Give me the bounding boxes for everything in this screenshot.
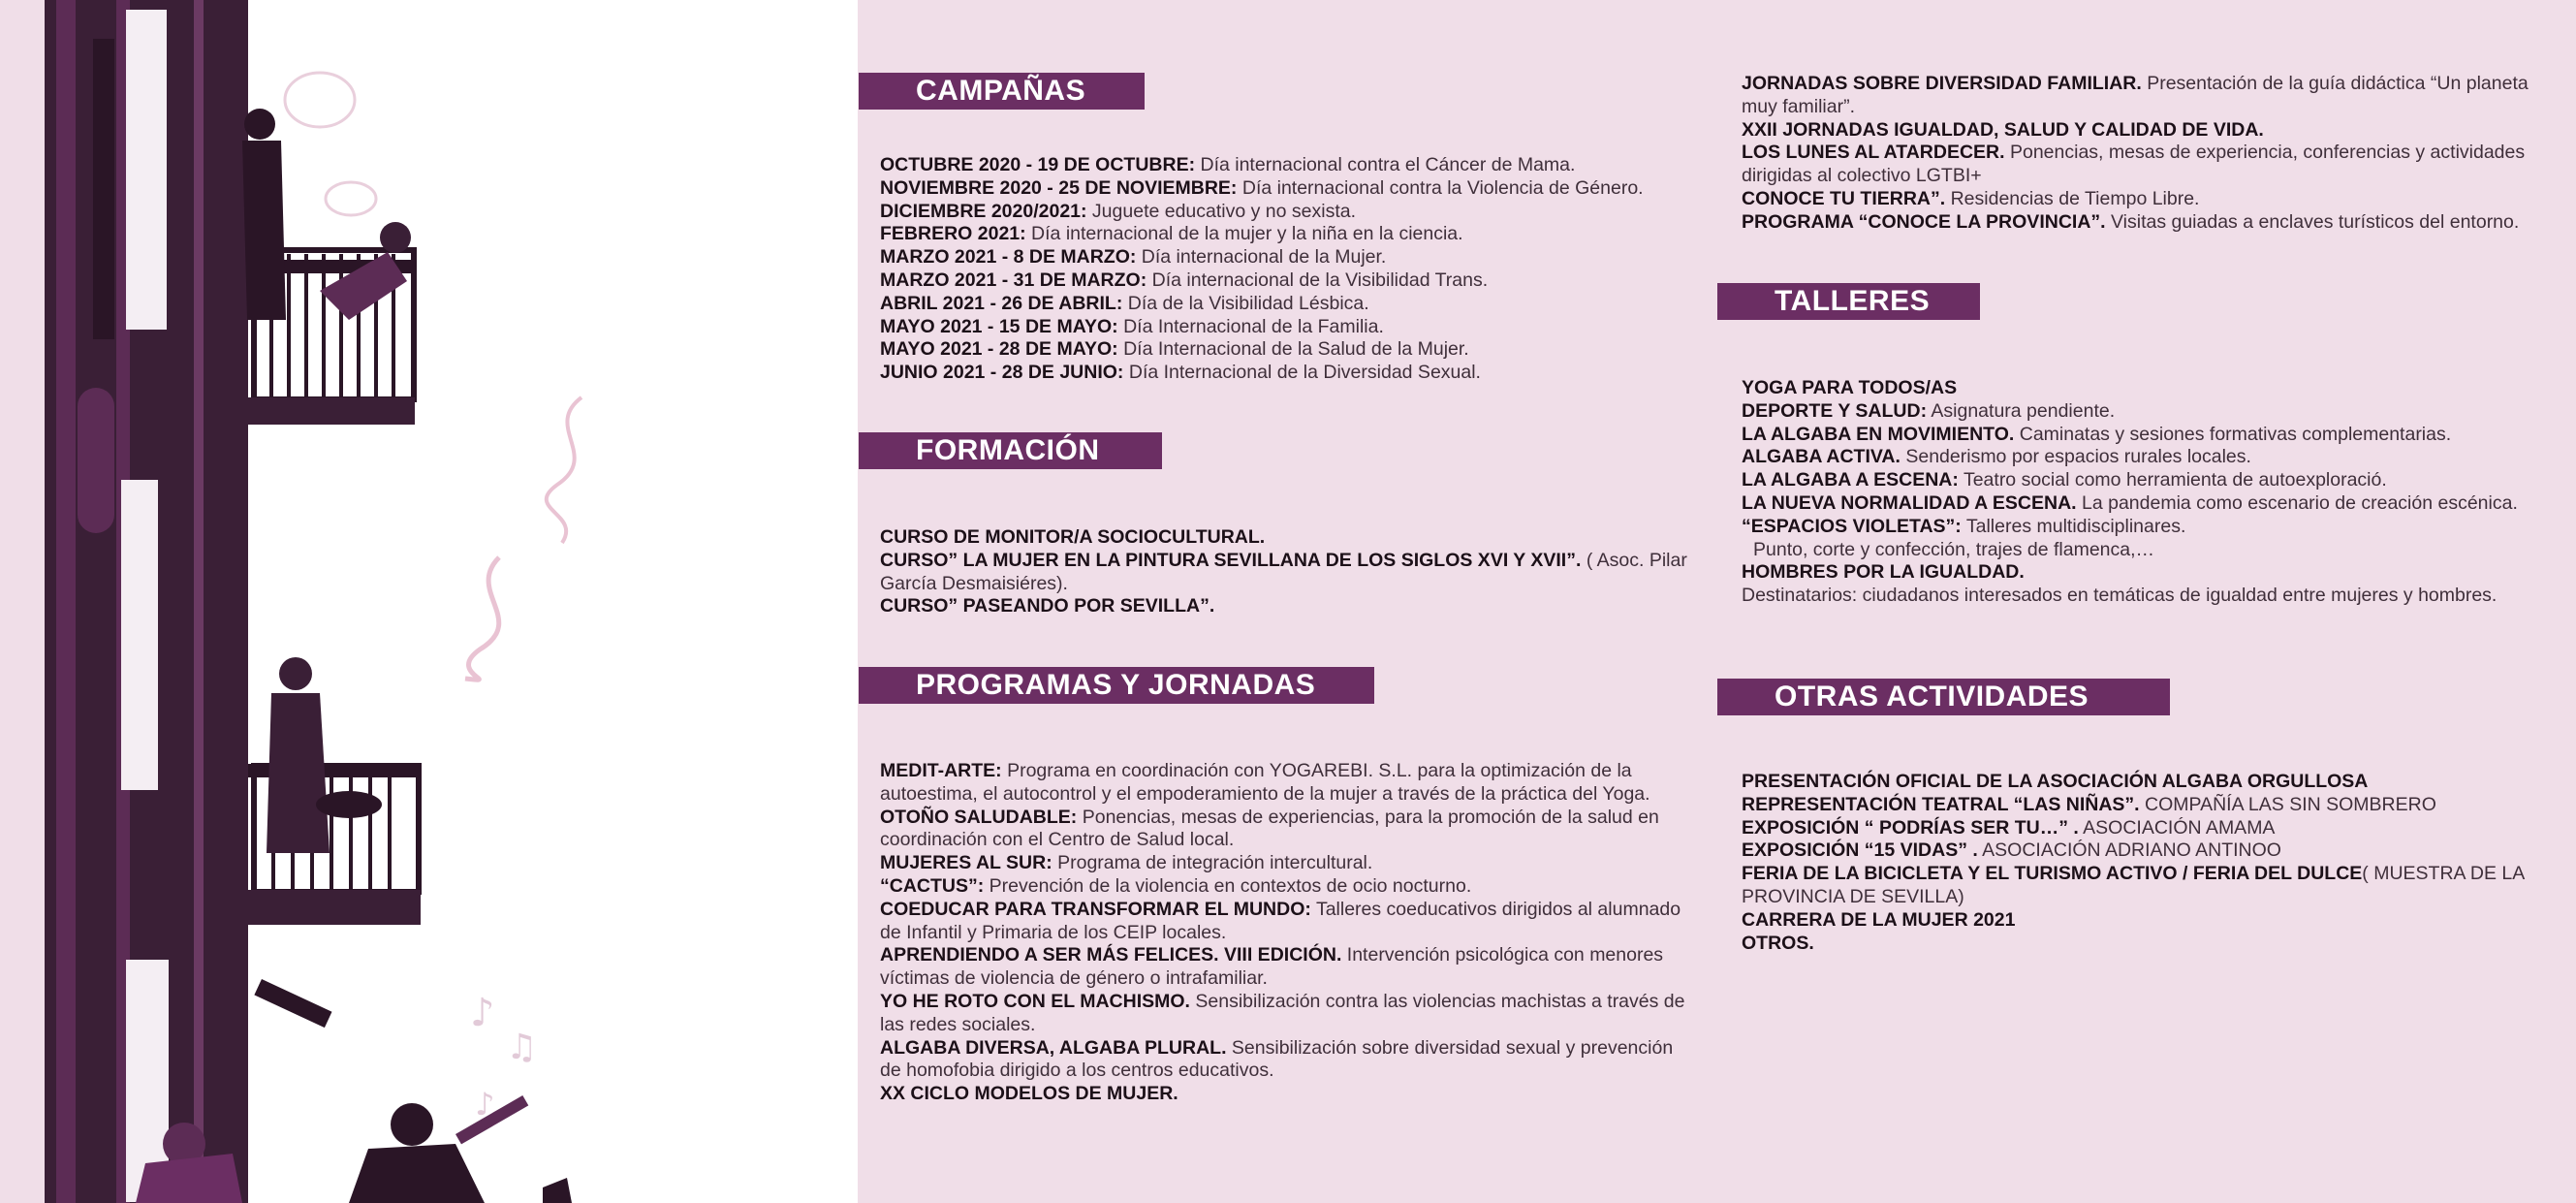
item-title: XX CICLO MODELOS DE MUJER. bbox=[880, 1083, 1178, 1105]
list-item bbox=[880, 269, 1689, 293]
item-description: La pandemia como escenario de creación escénica. bbox=[2076, 491, 2518, 514]
item-description: Destinatarios: ciudadanos interesados en temáticas de igualdad entre mujeres y hombres. bbox=[1742, 585, 2497, 607]
item-title: JUNIO 2021 - 28 DE JUNIO: bbox=[880, 362, 1124, 384]
list-item bbox=[1742, 469, 2560, 492]
list-jornadas-continued bbox=[1742, 73, 2560, 235]
svg-text:♫: ♫ bbox=[506, 1028, 538, 1067]
item-title: “ESPACIOS VIOLETAS”: bbox=[1742, 515, 1962, 537]
item-description: Talleres multidisciplinares. bbox=[1961, 515, 2186, 537]
heading-campanas: CAMPAÑAS bbox=[859, 73, 1145, 110]
item-description: ASOCIACIÓN AMAMA bbox=[2078, 816, 2276, 839]
item-title: PRESENTACIÓN OFICIAL DE LA ASOCIACIÓN ALGABA ORGULLOSA bbox=[1742, 771, 2369, 792]
item-description: COMPAÑÍA LAS SIN SOMBRERO bbox=[2139, 793, 2436, 815]
list-item bbox=[1742, 561, 2560, 585]
list-programas bbox=[880, 760, 1689, 1106]
item-title: DICIEMBRE 2020/2021: bbox=[880, 200, 1087, 222]
svg-text:♪: ♪ bbox=[470, 991, 495, 1035]
item-title: OTOÑO SALUDABLE: bbox=[880, 806, 1078, 828]
item-description: Día Internacional de la Salud de la Mujer. bbox=[1117, 338, 1469, 361]
item-title: CURSO DE MONITOR/A SOCIOCULTURAL. bbox=[880, 526, 1266, 548]
list-item bbox=[880, 899, 1689, 945]
item-title: XXII JORNADAS IGUALDAD, SALUD Y CALIDAD DE VIDA. bbox=[1742, 118, 2264, 141]
item-description: ASOCIACIÓN ADRIANO ANTINOO bbox=[1977, 839, 2281, 862]
item-description: Juguete educativo y no sexista. bbox=[1086, 200, 1357, 222]
list-otras-actividades bbox=[1742, 771, 2560, 955]
item-description: Ponencias, mesas de experiencia, conferencias y actividades dirigidas al colectivo LGTBI+ bbox=[1742, 142, 2526, 187]
heading-talleres: TALLERES bbox=[1717, 283, 1980, 320]
list-item bbox=[1742, 933, 2560, 956]
item-title: FERIA DE LA BICICLETA Y EL TURISMO ACTIVO / FERIA DEL DULCE bbox=[1742, 863, 2363, 885]
list-item bbox=[880, 316, 1689, 339]
item-title: YOGA PARA TODOS/AS bbox=[1742, 377, 1958, 398]
list-item bbox=[880, 595, 1689, 618]
list-formacion bbox=[880, 526, 1689, 618]
item-description: Programa en coordinación con YOGAREBI. S.L. para la optimización de la autoestima, el autocontrol y el empoderamiento de la mujer a través de la práctica del Yoga. bbox=[880, 760, 1650, 805]
item-title: CURSO” LA MUJER EN LA PINTURA SEVILLANA DE LOS SIGLOS XVI Y XVII”. bbox=[880, 549, 1582, 571]
item-description: Caminatas y sesiones formativas complementarias. bbox=[2014, 423, 2452, 445]
item-title: LA ALGABA EN MOVIMIENTO. bbox=[1742, 423, 2015, 445]
item-description: Intervención psicológica con menores víctimas de violencia de género o intrafamiliar. bbox=[880, 944, 1664, 990]
list-item bbox=[1742, 817, 2560, 840]
list-item bbox=[880, 1083, 1689, 1106]
list-item bbox=[880, 201, 1689, 224]
list-item bbox=[880, 177, 1689, 201]
list-item bbox=[1742, 424, 2560, 447]
list-item bbox=[1742, 119, 2560, 142]
item-description: Día internacional contra el Cáncer de Mama. bbox=[1195, 154, 1576, 175]
item-title: DEPORTE Y SALUD: bbox=[1742, 399, 1928, 422]
item-title: EXPOSICIÓN “15 VIDAS” . bbox=[1742, 839, 1978, 862]
list-campanas bbox=[880, 154, 1689, 385]
list-item bbox=[1742, 377, 2560, 400]
list-item bbox=[1742, 142, 2560, 188]
item-description: Visitas guiadas a enclaves turísticos del entorno. bbox=[2105, 210, 2520, 233]
item-title: MARZO 2021 - 31 DE MARZO: bbox=[880, 269, 1147, 291]
list-item bbox=[880, 852, 1689, 875]
heading-formacion: FORMACIÓN bbox=[859, 432, 1162, 469]
item-title: REPRESENTACIÓN TEATRAL “LAS NIÑAS”. bbox=[1742, 793, 2140, 815]
list-item bbox=[1742, 73, 2560, 119]
item-title: FEBRERO 2021: bbox=[880, 223, 1026, 245]
list-item bbox=[1742, 771, 2560, 794]
item-description: Día internacional de la mujer y la niña en la ciencia. bbox=[1025, 223, 1463, 245]
item-title: JORNADAS SOBRE DIVERSIDAD FAMILIAR. bbox=[1742, 73, 2142, 94]
item-title: MUJERES AL SUR: bbox=[880, 852, 1052, 874]
item-description: Asignatura pendiente. bbox=[1927, 399, 2116, 422]
item-description: Día Internacional de la Familia. bbox=[1117, 315, 1384, 337]
svg-text:♪: ♪ bbox=[475, 1086, 495, 1123]
list-item bbox=[1742, 863, 2560, 909]
list-item bbox=[1742, 839, 2560, 863]
item-title: LOS LUNES AL ATARDECER. bbox=[1742, 142, 2005, 164]
list-item bbox=[1742, 539, 2560, 562]
item-description: Prevención de la violencia en contextos de ocio nocturno. bbox=[984, 874, 1472, 897]
list-item bbox=[880, 1037, 1689, 1084]
list-item bbox=[880, 362, 1689, 385]
item-title: HOMBRES POR LA IGUALDAD. bbox=[1742, 561, 2025, 584]
item-description: Senderismo por espacios rurales locales. bbox=[1900, 446, 2251, 468]
list-item bbox=[1742, 909, 2560, 933]
list-item bbox=[1742, 794, 2560, 817]
list-item bbox=[880, 223, 1689, 246]
item-title: APRENDIENDO A SER MÁS FELICES. VIII EDICIÓN. bbox=[880, 944, 1342, 966]
item-description: Sensibilización sobre diversidad sexual y prevención de homofobia dirigido a los centros educativos. bbox=[880, 1036, 1674, 1082]
list-item bbox=[880, 807, 1689, 853]
item-description: Ponencias, mesas de experiencias, para la promoción de la salud en coordinación con el Centro de Salud local. bbox=[880, 806, 1659, 851]
item-title: PROGRAMA “CONOCE LA PROVINCIA”. bbox=[1742, 210, 2106, 233]
item-description: ( Asoc. Pilar García Desmaisiéres). bbox=[880, 549, 1687, 594]
item-title: MARZO 2021 - 8 DE MARZO: bbox=[880, 246, 1137, 269]
item-description: Punto, corte y confección, trajes de flamenca,… bbox=[1753, 538, 2155, 560]
list-item bbox=[1742, 492, 2560, 516]
list-item bbox=[1742, 400, 2560, 424]
item-title: NOVIEMBRE 2020 - 25 DE NOVIEMBRE: bbox=[880, 176, 1238, 199]
item-description: Día de la Visibilidad Lésbica. bbox=[1122, 292, 1369, 314]
list-item bbox=[1742, 188, 2560, 211]
item-title: MAYO 2021 - 15 DE MAYO: bbox=[880, 315, 1118, 337]
item-title: CURSO” PASEANDO POR SEVILLA”. bbox=[880, 595, 1215, 617]
list-item bbox=[880, 944, 1689, 991]
list-item bbox=[880, 760, 1689, 807]
item-description: ( MUESTRA DE LA PROVINCIA DE SEVILLA) bbox=[1742, 863, 2525, 907]
list-item bbox=[880, 875, 1689, 899]
heading-programas: PROGRAMAS Y JORNADAS bbox=[859, 667, 1374, 704]
balcony-illustration bbox=[0, 0, 858, 1203]
item-title: MAYO 2021 - 28 DE MAYO: bbox=[880, 338, 1118, 361]
list-item bbox=[1742, 516, 2560, 539]
item-title: CONOCE TU TIERRA”. bbox=[1742, 187, 1946, 209]
list-item bbox=[880, 991, 1689, 1037]
item-title: YO HE ROTO CON EL MACHISMO. bbox=[880, 990, 1190, 1012]
item-description: Sensibilización contra las violencias machistas a través de las redes sociales. bbox=[880, 990, 1685, 1035]
item-description: Día internacional de la Visibilidad Trans. bbox=[1147, 269, 1489, 291]
item-title: CARRERA DE LA MUJER 2021 bbox=[1742, 908, 2016, 931]
list-item bbox=[880, 526, 1689, 550]
list-item bbox=[880, 154, 1689, 177]
item-title: LA NUEVA NORMALIDAD A ESCENA. bbox=[1742, 491, 2077, 514]
item-title: OCTUBRE 2020 - 19 DE OCTUBRE: bbox=[880, 154, 1196, 175]
item-description: Día Internacional de la Diversidad Sexual. bbox=[1123, 362, 1481, 384]
item-title: EXPOSICIÓN “ PODRÍAS SER TU…” . bbox=[1742, 816, 2079, 839]
list-item bbox=[880, 338, 1689, 362]
item-description: Día internacional de la Mujer. bbox=[1136, 246, 1387, 269]
item-title: ABRIL 2021 - 26 DE ABRIL: bbox=[880, 292, 1123, 314]
list-item bbox=[880, 550, 1689, 596]
item-title: LA ALGABA A ESCENA: bbox=[1742, 469, 1959, 491]
list-item bbox=[880, 246, 1689, 269]
item-description: Día internacional contra la Violencia de Género. bbox=[1237, 176, 1644, 199]
list-item bbox=[1742, 446, 2560, 469]
list-talleres bbox=[1742, 377, 2560, 608]
item-title: COEDUCAR PARA TRANSFORMAR EL MUNDO: bbox=[880, 898, 1311, 920]
item-description: Talleres coeducativos dirigidos al alumnado de Infantil y Primaria de los CEIP locales. bbox=[880, 898, 1681, 943]
item-title: “CACTUS”: bbox=[880, 874, 985, 897]
item-description: Programa de integración intercultural. bbox=[1052, 852, 1373, 874]
list-item bbox=[1742, 585, 2560, 608]
heading-otras-actividades: OTRAS ACTIVIDADES bbox=[1717, 679, 2170, 715]
list-item bbox=[880, 293, 1689, 316]
item-title: OTROS. bbox=[1742, 932, 1814, 954]
item-description: Residencias de Tiempo Libre. bbox=[1945, 187, 2200, 209]
item-description: Presentación de la guía didáctica “Un planeta muy familiar”. bbox=[1742, 73, 2529, 117]
item-title: MEDIT-ARTE: bbox=[880, 760, 1002, 781]
item-title: ALGABA DIVERSA, ALGABA PLURAL. bbox=[880, 1036, 1227, 1059]
illustration-svg bbox=[0, 0, 858, 1203]
list-item bbox=[1742, 211, 2560, 235]
item-title: ALGABA ACTIVA. bbox=[1742, 446, 1901, 468]
item-description: Teatro social como herramienta de autoexploració. bbox=[1958, 469, 2387, 491]
